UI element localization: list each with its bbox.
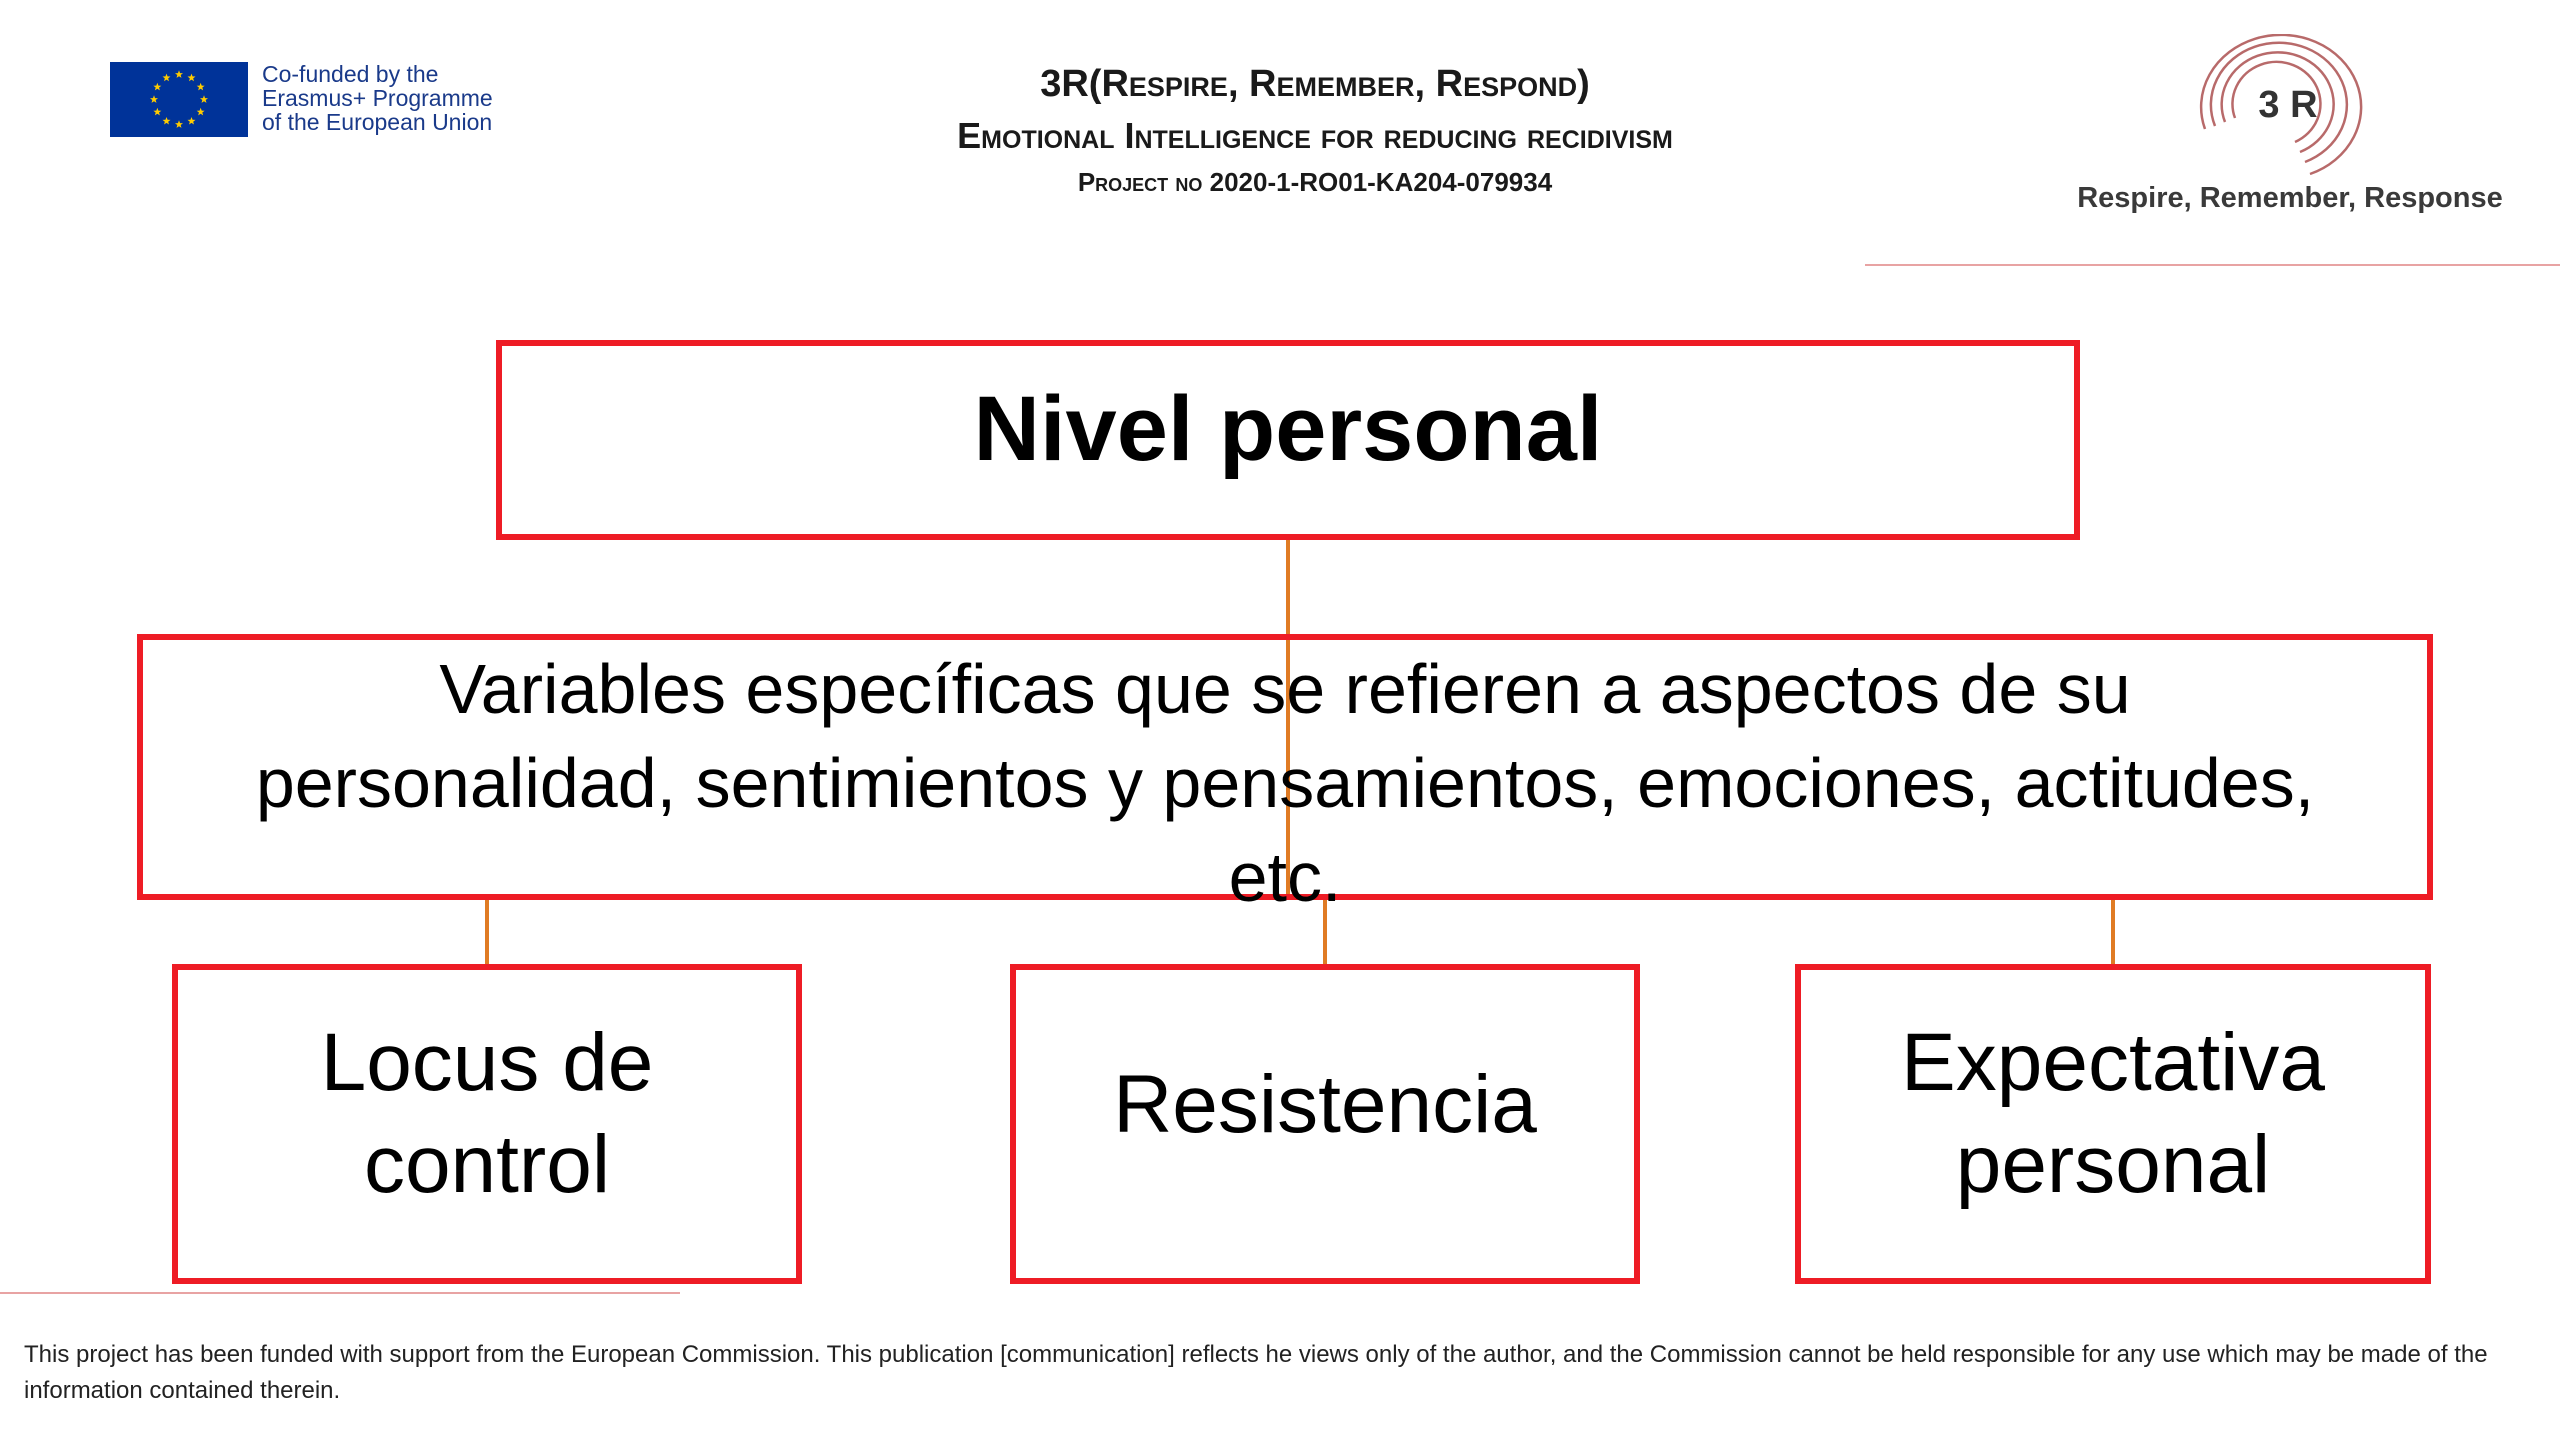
funding-disclaimer: This project has been funded with support from the European Commission. This publication [communication] reflects he views only of the author, and the Commission cannot be held responsible for any use which may be made of the information contained therein. <box>24 1341 2488 1404</box>
footer-divider <box>0 1292 680 1294</box>
root-node-box <box>496 340 2080 540</box>
child-node-label: Expectativa personal <box>1901 1017 2325 1210</box>
project-title: 3R(Respire, Remember, Respond) <box>1040 63 1590 105</box>
logo-caption: Respire, Remember, Response <box>2077 182 2503 214</box>
project-subtitle: Emotional Intelligence for reducing recidivism <box>957 115 1673 156</box>
project-number: Project no 2020-1-RO01-KA204-079934 <box>1077 167 1553 197</box>
middle-node-box <box>137 634 2433 916</box>
child-node-box <box>1795 964 2431 1284</box>
eu-funding-line: of the European Union <box>262 109 493 135</box>
child-node-label: Resistencia <box>1113 1059 1537 1150</box>
root-node-label: Nivel personal <box>973 378 1603 480</box>
eu-funding-line: Erasmus+ Programme <box>262 85 493 111</box>
eu-funding-line: Co-funded by the <box>262 61 439 87</box>
middle-node-label: Variables específicas que se refieren a aspectos de su personalidad, sentimientos y pensamientos, emociones, actitudes, etc. <box>255 650 2315 916</box>
logo-text: 3 R <box>2258 84 2318 126</box>
child-node-box <box>172 964 802 1284</box>
child-node-box <box>1010 964 1640 1284</box>
child-node-label: Locus de control <box>320 1017 654 1210</box>
